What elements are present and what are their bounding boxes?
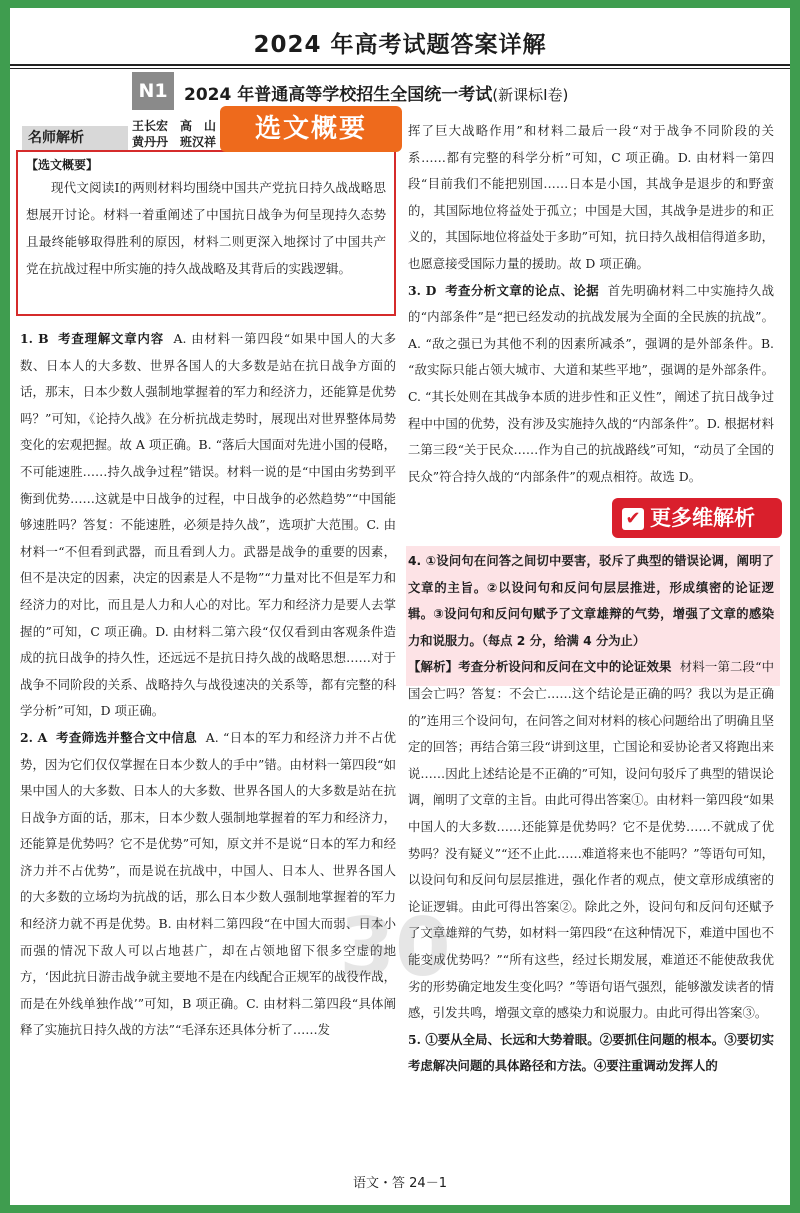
answer-topic: 考查理解文章内容 xyxy=(58,331,164,346)
answer-number: 3. D xyxy=(408,282,437,298)
summary-heading: 【选文概要】 xyxy=(26,158,99,172)
answer-text: A. 由材料一第四段“如果中国人的大多数、日本人的大多数、世界各国人的大多数是站在抗日战争方面的话，那末，日本少数人强制地掌握着的军力和经济力，还能算是优势吗？”可知，《论持久战》在分析抗战走势时，展现出对世界整体局势变化的宏观把握。故 A 项正确。B. “落后大国面对先进小国的侵略，不可能速胜……持久战争过程”错误。材料一说的是“中国由劣势到平衡到优势……这就是中日战争的过程，中日战争的必然趋势”“中国能够速胜吗？答复：不能速胜，必须是持久战”，选项扩大范围。C. 由材料一“不但看到武器，而且看到人力。武器是战争的重要的因素，但不是决定的因素，决定的因素是人不是物”“力量对比不但是军力和经济力的对比，而且是人力和人心的对比。军力和经济力是要人去掌握的”可知，C 项正确。D. 由材料二第六段“仅仅看到由客观条件造成的抗日战争的持久性，还远远不是抗日持久战的战略思想……对于战争不同阶段的关系、战略持久与战役速决的关系等，都有完整的科学分析”可知，D 项正确。 xyxy=(20,331,396,719)
q4-analysis-text: 材料一第二段“中国会亡吗？答复：不会亡……这个结论是正确的吗？我以为是正确的”连用三个设问句，在问答之间对材料的核心问题给出了明确且坚定的回答；再结合第三段“讲到这里，亡国论和妥协论者又将跑出来说……因此上述结论是不正确的”可知，设问句驳斥了典型的错误论调，阐明了文章的主旨。由此可得出答案①。由材料一第四段“如果中国人的大多数……还能算是优势吗？它不是优势……不就成了优势吗？没有疑义”“还不止此……难道将来也不能吗？”等语句可知，以设问句和反问句层层推进，强化作者的观点，使文章形成缜密的论证逻辑。由此可得出答案②。除此之外，设问句和反问句还赋予了文章雄辩的气势，如材料一第四段“在这种情况下，难道中国也不能变成优势吗？”“所有这些，经过长期发展，难道还不能使敌我优劣的形势确定地发生变化吗？”等语句语气强烈，能够激发读者的情感，引发共鸣，增强文章的感染力和说服力。由此可得出答案③。 xyxy=(408,659,774,1021)
answer-item-1 xyxy=(20,326,396,725)
answer-topic: 考查筛选并整合文中信息 xyxy=(56,729,198,745)
section-badge: N1 xyxy=(132,72,174,110)
authors-line-2: 黄丹丹 班汉祥 xyxy=(132,135,217,149)
authors xyxy=(132,118,216,150)
q4-analysis-heading: 【解析】考查分析设问和反问在文中的论证效果 xyxy=(408,659,672,675)
exam-title-sub: (新课标Ⅰ卷) xyxy=(492,86,569,104)
page-title: 2024 年高考试题答案详解 xyxy=(253,32,547,58)
title-rule-thin xyxy=(10,68,790,69)
title-rule xyxy=(10,64,790,66)
right-column-top xyxy=(408,118,774,538)
answer-number: 1. B xyxy=(20,331,49,346)
exam-title-main: 2024 年普通高等学校招生全国统一考试 xyxy=(184,85,493,105)
left-column xyxy=(20,326,396,1205)
answer-item-3 xyxy=(408,278,774,491)
watermark-logo: 30 xyxy=(339,901,451,994)
page-footer: 语文・答 24－1 xyxy=(353,1176,447,1191)
more-analysis-badge xyxy=(612,498,782,538)
summary-box xyxy=(16,150,396,316)
right-column-bottom xyxy=(408,548,774,1188)
answer-text: 挥了巨大战略作用”和材料二最后一段“对于战争不同阶段的关系……都有完整的科学分析”可知，C 项正确。D. 由材料一第四段“目前我们不能把别国……日本是小国，其战争是退步的和野蛮的，其国际地位将益处于孤立；中国是大国，其战争是进步的和正义的，其国际地位将益处于多助”可知，抗日持久战相信得道多助，也愿意接受国际力量的援助。故 D 项正确。 xyxy=(408,123,774,271)
q4-answer: 4. ①设问句在问答之间切中要害，驳斥了典型的错误论调，阐明了文章的主旨。②以设问句和反问句层层推进，形成缜密的论证逻辑。③设问句和反问句赋予了文章雄辩的气势，增强了文章的感染力和说服力。（每点 2 分，给满 4 分为止） xyxy=(408,554,774,648)
summary-badge: 选文概要 xyxy=(220,106,402,152)
answer-topic: 考查分析文章的论点、论据 xyxy=(445,282,600,298)
check-icon: ✔ xyxy=(622,508,644,530)
exam-title xyxy=(184,80,568,105)
more-analysis-label: 更多维解析 xyxy=(650,506,755,530)
authors-line-1: 王长宏 高 山 xyxy=(132,119,217,133)
answer-text: 首先明确材料二中实施持久战的“内部条件”是“把已经发动的抗战发展为全面的全民族的抗战”。A. “敌之强已为其他不利的因素所减杀”，强调的是外部条件。B. “敌实际只能占领大城市、大道和某些平地”，强调的是外部条件。C. “其长处则在其战争本质的进步性和正义性”，阐述了抗日战争过程中中国的优势，没有涉及实施持久战的“内部条件”。D. 根据材料二第三段“关于民众……作为自己的抗战路线”可知，“动员了全国的民众”符合持久战的“内部条件”的观点相符。故选 D。 xyxy=(408,282,774,484)
answer-item-1-continued xyxy=(408,118,774,278)
answer-text: A. “日本的军力和经济力并不占优势，因为它们仅仅掌握在日本少数人的手中”错。由材料一第四段“如果中国人的大多数、日本人的大多数、世界各国人的大多数是站在抗日战争方面的话，那末，日本少数人强制地掌握着的军力和经济力，还能算是优势吗？它不是优势”可知，原文并不是说“日本的军力和经济力并不占优势”，而是说在抗战中，中国人、日本人、世界各国人的大多数的立场均为抗战的话，那么日本少数人强制地掌握着的军力和经济力就不再是优势。B. 由材料二第四段“在中国大而弱、日本小而强的情况下敌人可以占地甚广，却在占领地留下很多空虚的地方，‘因此抗日游击战争就主要地不是在内线配合正规军的战役作战，而是在外线单独作战’”可知，B 项正确。C. 由材料二第四段“具体阐释了实施抗日持久战的方法”“毛泽东还具体分析了……发 xyxy=(20,729,396,1038)
q5-answer: 5. ①要从全局、长远和大势着眼。②要抓住问题的根本。③要切实考虑解决问题的具体路径和方法。④要注重调动发挥人的 xyxy=(408,1031,774,1074)
section-label: 名师解析 xyxy=(22,126,128,150)
answer-number: 2. A xyxy=(20,729,48,745)
answer-page xyxy=(10,8,790,1205)
summary-body: 现代文阅读Ⅰ的两则材料均围绕中国共产党抗日持久战战略思想展开讨论。材料一着重阐述了中国抗日战争为何呈现持久态势且最终能够取得胜利的原因，材料二则更深入地探讨了中国共产党在抗战过程中所实施的持久战战略及其背后的实践逻辑。 xyxy=(26,180,386,276)
